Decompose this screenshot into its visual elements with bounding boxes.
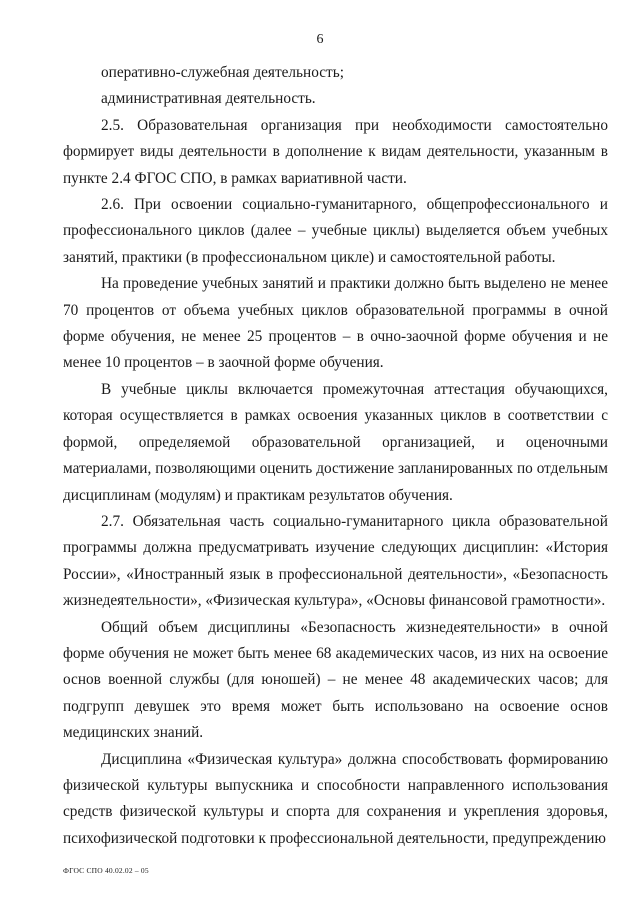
- page-number: 6: [316, 32, 324, 47]
- paragraph-1: оперативно-служебная деятельность;: [101, 64, 344, 81]
- paragraph-6: В учебные циклы включается промежуточная аттестация обучающихся, которая осуществляется в рамках освоения указанных циклов в соответствии с формой, определяемой образовательной организацией, и оценочными материалами, позволяющими оценить достижение запланированных по отдельным дисциплинам (модулям) и практикам результатов обучения.: [63, 380, 608, 504]
- document-body: [63, 60, 608, 852]
- footer-code: ФГОС СПО 40.02.02 – 05: [63, 866, 149, 875]
- paragraph-3: 2.5. Образовательная организация при необходимости самостоятельно формирует виды деятельности в дополнение к видам деятельности, указанным в пункте 2.4 ФГОС СПО, в рамках вариативной части.: [63, 116, 608, 187]
- paragraph-4: 2.6. При освоении социально-гуманитарного, общепрофессионального и профессионального циклов (далее – учебные циклы) выделяется объем учебных занятий, практики (в профессиональном цикле) и самостоятельной работы.: [63, 196, 608, 266]
- paragraph-2: административная деятельность.: [101, 90, 316, 108]
- paragraph-8: Общий объем дисциплины «Безопасность жизнедеятельности» в очной форме обучения не может быть менее 68 академических часов, из них на освоение основ военной службы (для юношей) – не менее 48 академических часов; для подгрупп девушек это время может быть использовано на освоение основ медицинских знаний.: [63, 618, 608, 742]
- paragraph-9: Дисциплина «Физическая культура» должна способствовать формированию физической культуры выпускника и способности направленного использования средств физической культуры и спорта для сохранения и укрепления здоровья, психофизической подготовки к профессиональной деятельности, предупреждению: [63, 750, 608, 847]
- paragraph-7: 2.7. Обязательная часть социально-гуманитарного цикла образовательной программы должна предусматривать изучение следующих дисциплин: «История России», «Иностранный язык в профессиональной деятельности», «Безопасность жизнедеятельности», «Физическая культура», «Основы финансовой грамотности».: [63, 512, 608, 610]
- paragraph-5: На проведение учебных занятий и практики должно быть выделено не менее 70 процентов от объема учебных циклов образовательной программы в очной форме обучения, не менее 25 процентов – в очно-заочной форме обучения и не менее 10 процентов – в заочной форме обучения.: [63, 275, 608, 372]
